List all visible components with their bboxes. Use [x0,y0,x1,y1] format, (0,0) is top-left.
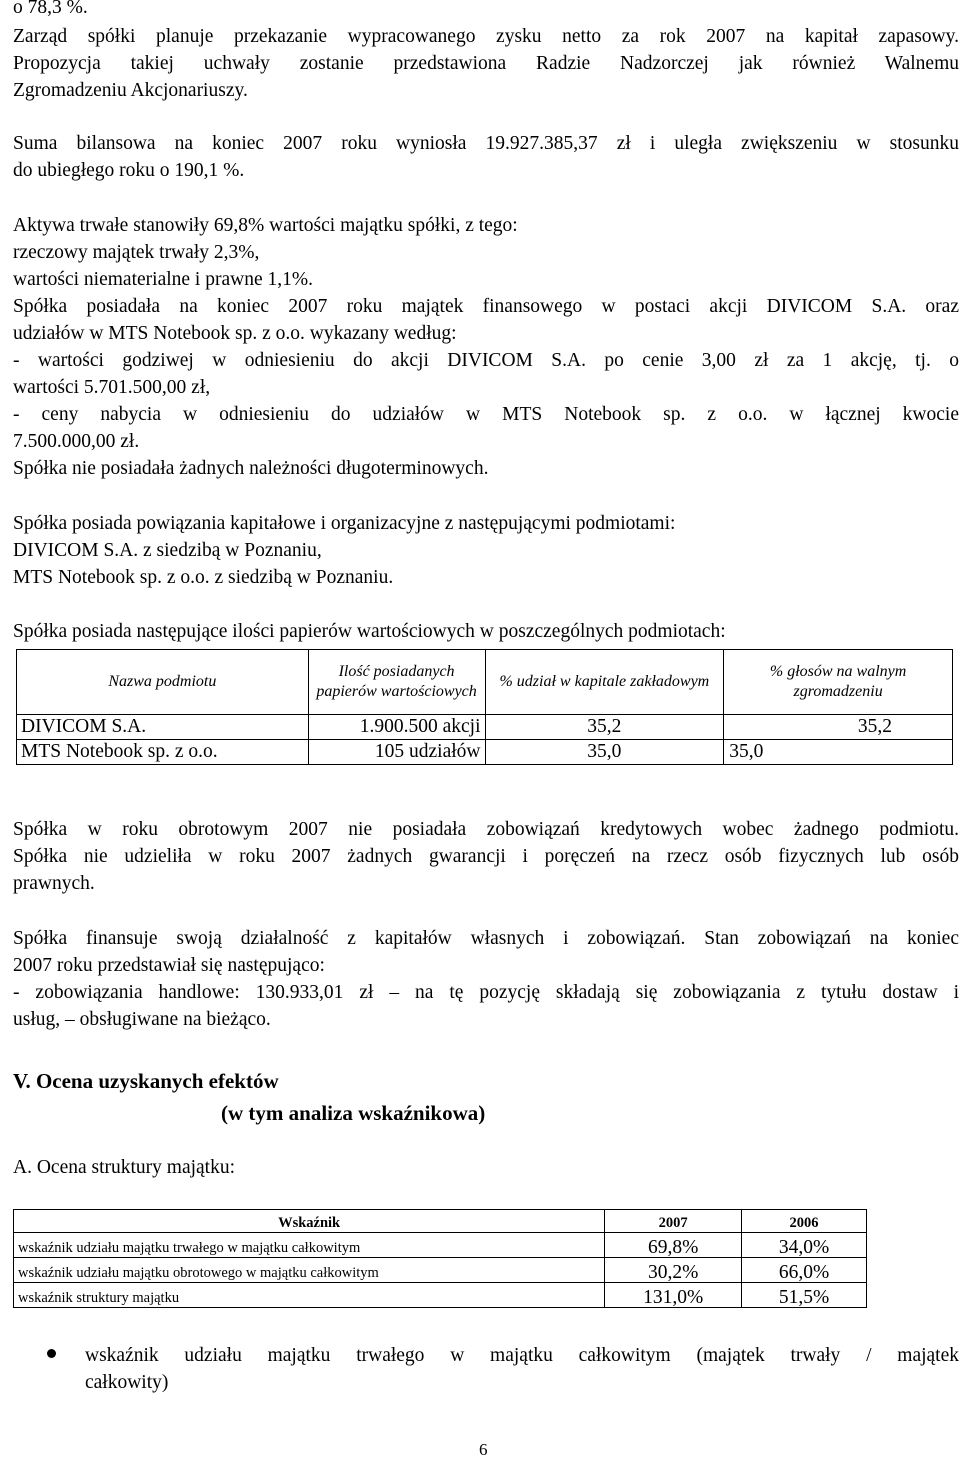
table-header-cell: % udział w kapitale zakładowym [485,650,724,715]
text-line: o 78,3 %. [13,0,88,18]
text-line: rzeczowy majątek trwały 2,3%, [13,242,260,263]
text-line: Spółka posiada powiązania kapitałowe i organizacyjne z następującymi podmiotami: [13,513,676,534]
table-row [17,740,953,765]
text-line: Spółka finansuje swoją działalność z kapitałów własnych i zobowiązań. Stan zobowiązań na koniec [13,928,959,949]
table-cell: wskaźnik udziału majątku trwałego w majątku całkowitym [14,1233,605,1258]
text-line: - ceny nabycia w odniesieniu do udziałów w MTS Notebook sp. z o.o. w łącznej kwocie [13,404,959,425]
text-line: - wartości godziwej w odniesieniu do akcji DIVICOM S.A. po cenie 3,00 zł za 1 akcję, tj. o [13,350,959,371]
ratio-table [13,1209,867,1308]
text-line: 7.500.000,00 zł. [13,431,140,452]
table-header-cell: Ilość posiadanych papierów wartościowych [308,650,485,715]
subsection-heading: A. Ocena struktury majątku: [13,1157,236,1178]
table-header-row [17,650,953,715]
table-cell: 69,8% [605,1233,742,1258]
text-line: - zobowiązania handlowe: 130.933,01 zł – na tę pozycję składają się zobowiązania z tytułu dostaw i [13,982,959,1003]
text-line: Spółka posiada następujące ilości papierów wartościowych w poszczególnych podmiotach: [13,621,726,642]
table-cell: 30,2% [605,1258,742,1283]
text-line: Suma bilansowa na koniec 2007 roku wyniosła 19.927.385,37 zł i uległa zwiększeniu w stosunku [13,133,959,154]
table-cell: wskaźnik struktury majątku [14,1283,605,1308]
table-header-cell: Nazwa podmiotu [17,650,309,715]
bullet-text-line: wskaźnik udziału majątku trwałego w majątku całkowitym (majątek trwały / majątek [85,1345,959,1366]
table-cell: 35,2 [485,715,724,740]
text-line: do ubiegłego roku o 190,1 %. [13,160,245,181]
table-header-cell: Wskaźnik [14,1210,605,1233]
text-line: wartości 5.701.500,00 zł, [13,377,211,398]
text-line: Spółka w roku obrotowym 2007 nie posiadała zobowiązań kredytowych wobec żadnego podmiotu. [13,819,959,840]
table-header-row [14,1210,867,1233]
table-cell: 131,0% [605,1283,742,1308]
text-line: Spółka nie udzieliła w roku 2007 żadnych gwarancji i poręczeń na rzecz osób fizycznych lub osób [13,846,959,867]
table-cell: 35,0 [724,740,953,765]
table-cell: 35,0 [485,740,724,765]
table-cell: DIVICOM S.A. [17,715,309,740]
text-line: Propozycja takiej uchwały zostanie przedstawiona Radzie Nadzorczej jak również Walnemu [13,53,959,74]
page-number: 6 [479,1440,488,1459]
table-header-cell: 2007 [605,1210,742,1233]
holdings-table [16,649,953,765]
table-cell: 105 udziałów [308,740,485,765]
text-line: Zarząd spółki planuje przekazanie wypracowanego zysku netto za rok 2007 na kapitał zapasowy. [13,26,959,47]
text-line: Zgromadzeniu Akcjonariuszy. [13,80,248,101]
section-heading-sub: (w tym analiza wskaźnikowa) [221,1101,486,1125]
text-line: wartości niematerialne i prawne 1,1%. [13,269,313,290]
table-cell: 51,5% [742,1283,867,1308]
table-cell: MTS Notebook sp. z o.o. [17,740,309,765]
text-line: prawnych. [13,873,95,894]
table-cell: 1.900.500 akcji [308,715,485,740]
text-line: MTS Notebook sp. z o.o. z siedzibą w Poznaniu. [13,567,394,588]
text-line: 2007 roku przedstawiał się następująco: [13,955,325,976]
table-row [14,1283,867,1308]
table-row [14,1233,867,1258]
text-line: Spółka nie posiadała żadnych należności długoterminowych. [13,458,489,479]
table-row [14,1258,867,1283]
table-cell: 34,0% [742,1233,867,1258]
text-line: usług, – obsługiwane na bieżąco. [13,1009,271,1030]
bullet-dot-icon [47,1349,56,1358]
table-row [17,715,953,740]
bullet-text-line: całkowity) [85,1372,169,1393]
text-line: Spółka posiadała na koniec 2007 roku majątek finansowego w postaci akcji DIVICOM S.A. oraz [13,296,959,317]
table-header-cell: % głosów na walnym zgromadzeniu [724,650,953,715]
table-header-cell: 2006 [742,1210,867,1233]
table-cell: 66,0% [742,1258,867,1283]
table-cell: 35,2 [724,715,953,740]
text-line: DIVICOM S.A. z siedzibą w Poznaniu, [13,540,322,561]
table-cell: wskaźnik udziału majątku obrotowego w majątku całkowitym [14,1258,605,1283]
text-line: Aktywa trwałe stanowiły 69,8% wartości majątku spółki, z tego: [13,215,518,236]
text-line: udziałów w MTS Notebook sp. z o.o. wykazany według: [13,323,457,344]
section-heading: V. Ocena uzyskanych efektów [13,1069,279,1093]
